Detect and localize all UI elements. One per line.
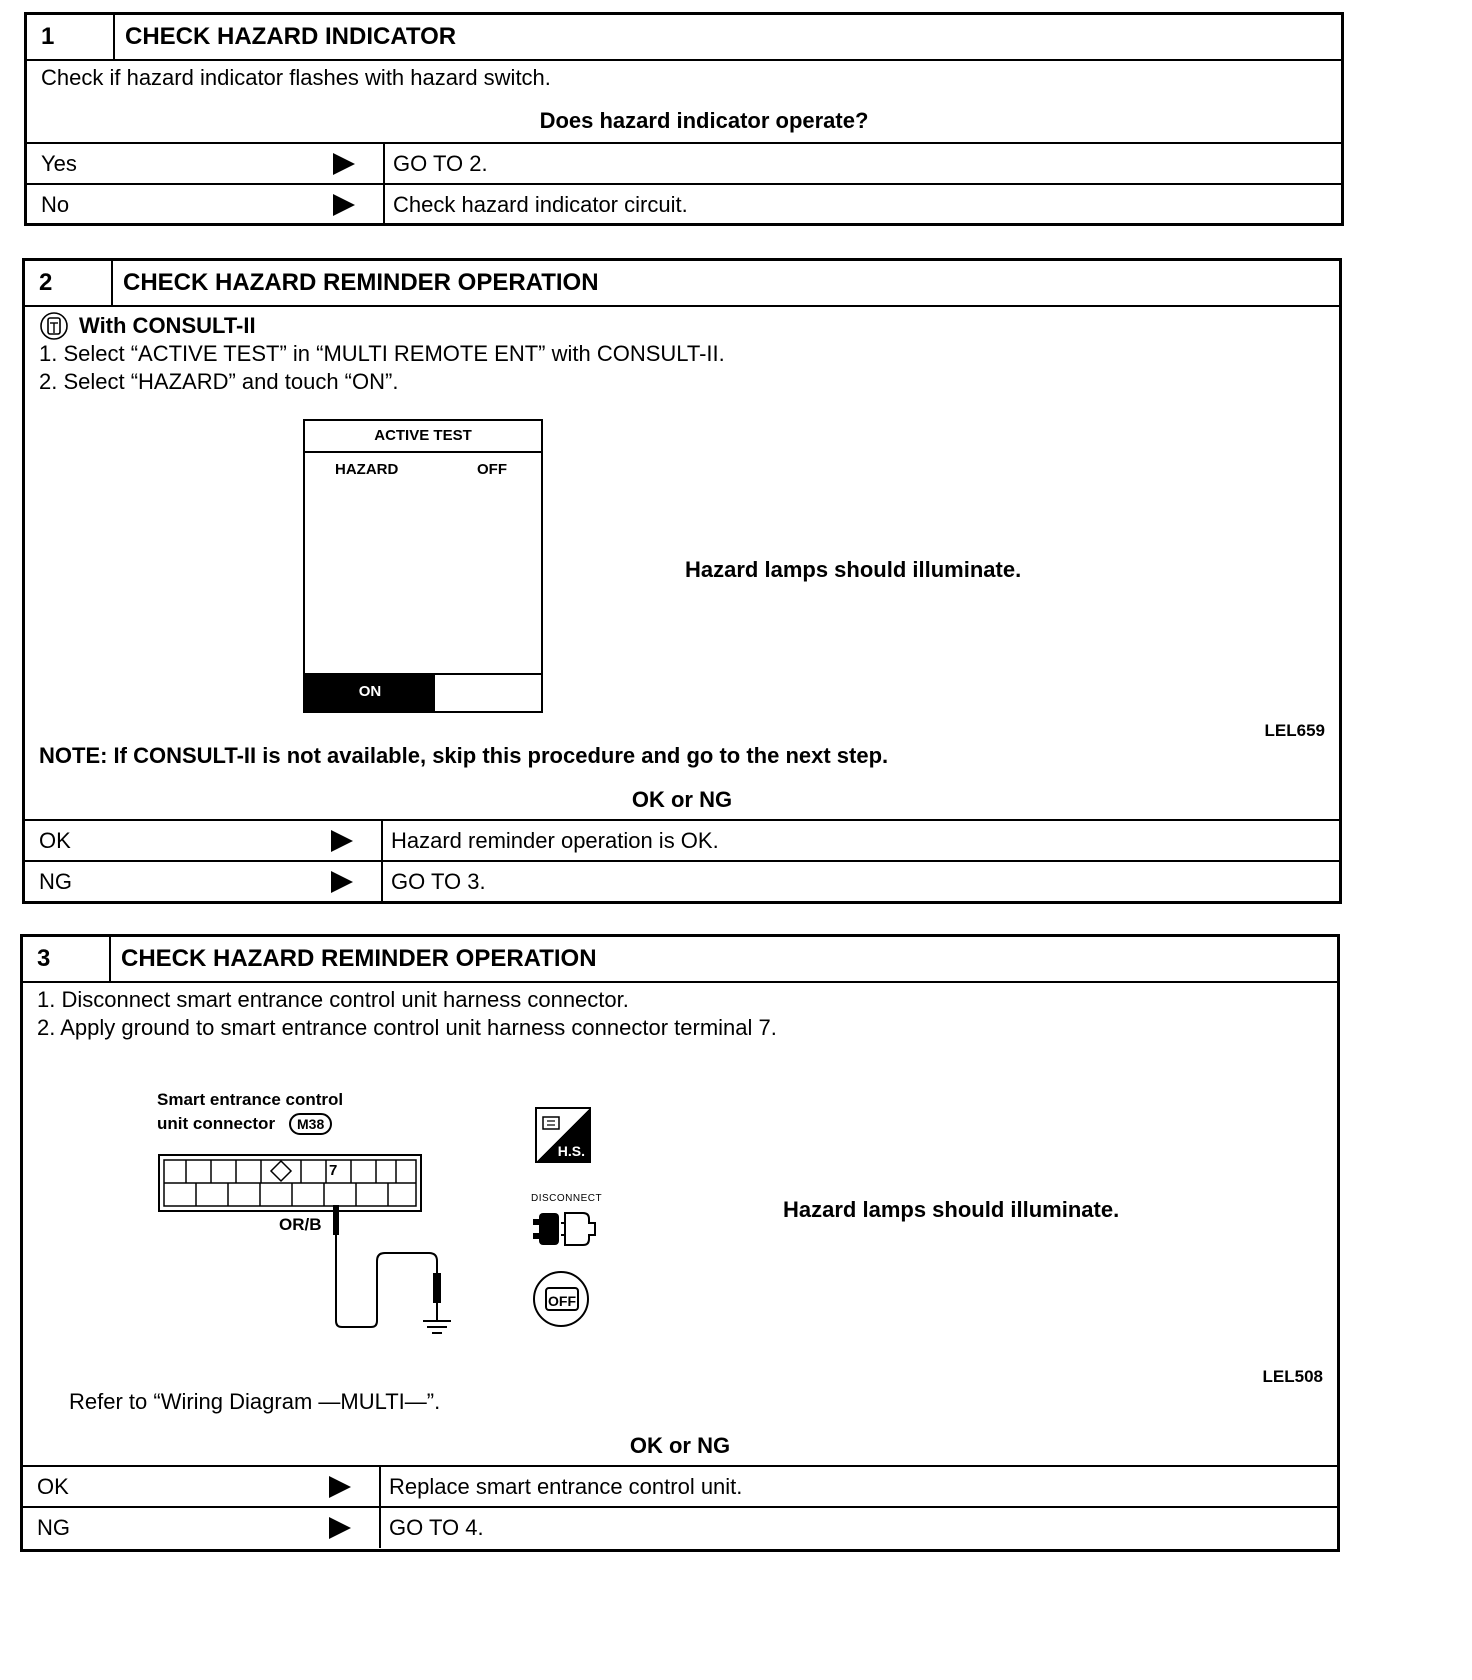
step-2-header: [25, 261, 1339, 307]
step-3-card: [20, 934, 1340, 1552]
step-1-instruction: Check if hazard indicator flashes with hazard switch.: [41, 65, 551, 90]
step-2-row-ok-value: Hazard reminder operation is OK.: [391, 828, 719, 853]
step-1-row-no-key: No: [41, 192, 70, 217]
consult-screen-state: OFF: [477, 461, 507, 478]
row-divider: [383, 185, 385, 225]
consult-on-button[interactable]: ON: [305, 673, 435, 711]
row-divider: [381, 821, 383, 861]
step-2-note: NOTE: If CONSULT-II is not available, skip this procedure and go to the next step.: [39, 743, 889, 768]
step-3-row-ng-value: GO TO 4.: [389, 1515, 484, 1540]
step-1-header: [27, 15, 1341, 61]
step-3-refer: Refer to “Wiring Diagram —MULTI—”.: [69, 1389, 441, 1414]
step-2-question: OK or NG: [631, 787, 733, 812]
connector-terminal-number: 7: [329, 1162, 338, 1179]
disconnect-label: DISCONNECT: [531, 1193, 603, 1204]
step-3-row-ng-key: NG: [37, 1515, 70, 1540]
right-arrow-icon: [333, 194, 355, 216]
harness-side-label: H.S.: [557, 1143, 585, 1159]
step-2-figure-code: LEL659: [1264, 721, 1325, 740]
consult-screen: [303, 419, 543, 713]
step-3-question: OK or NG: [629, 1433, 731, 1458]
step-3-row-ok-key: OK: [37, 1474, 69, 1499]
step-2-number: 2: [25, 261, 113, 305]
step-2-row-ok: [25, 819, 1339, 861]
consult-tool-icon: [39, 311, 69, 341]
right-arrow-icon: [331, 830, 353, 852]
right-arrow-icon: [329, 1517, 351, 1539]
step-3-figure-code: LEL508: [1262, 1367, 1323, 1386]
connector-label-line-2: unit connector: [157, 1114, 276, 1133]
consult-blank-button[interactable]: [435, 673, 541, 711]
consult-screen-item: HAZARD: [335, 461, 399, 478]
connector-id-badge: M38: [289, 1113, 332, 1135]
step-2-mode: With CONSULT-II: [79, 313, 256, 338]
step-1-number: 1: [27, 15, 115, 59]
step-3-number: 3: [23, 937, 111, 981]
step-1-question: Does hazard indicator operate?: [539, 108, 869, 133]
step-3-result: Hazard lamps should illuminate.: [783, 1197, 1120, 1222]
step-3-instruction-1: 1. Disconnect smart entrance control unit harness connector.: [37, 987, 629, 1012]
step-2-row-ng-value: GO TO 3.: [391, 869, 486, 894]
step-1-row-yes-value: GO TO 2.: [393, 151, 488, 176]
step-1-row-yes-key: Yes: [41, 151, 77, 176]
step-3-title: CHECK HAZARD REMINDER OPERATION: [121, 945, 597, 972]
step-1-row-yes: [27, 142, 1341, 184]
step-1-card: [24, 12, 1344, 226]
row-divider: [379, 1508, 381, 1548]
step-2-row-ok-key: OK: [39, 828, 71, 853]
row-divider: [381, 862, 383, 902]
step-2-row-ng-key: NG: [39, 869, 72, 894]
step-3-row-ok-value: Replace smart entrance control unit.: [389, 1474, 743, 1499]
step-2-title: CHECK HAZARD REMINDER OPERATION: [123, 269, 599, 296]
row-divider: [379, 1467, 381, 1507]
right-arrow-icon: [333, 153, 355, 175]
right-arrow-icon: [329, 1476, 351, 1498]
step-2-result: Hazard lamps should illuminate.: [685, 557, 1022, 582]
harness-connector-diagram: [153, 1149, 453, 1349]
disconnect-icon: [531, 1205, 597, 1253]
harness-side-icon: [535, 1107, 591, 1163]
ignition-off-icon: [533, 1271, 589, 1327]
step-3-row-ok: [23, 1465, 1337, 1507]
step-2-instruction-1: 1. Select “ACTIVE TEST” in “MULTI REMOTE ENT” with CONSULT-II.: [39, 341, 725, 366]
row-divider: [383, 144, 385, 184]
wire-color-label: OR/B: [279, 1215, 322, 1234]
step-1-row-no-value: Check hazard indicator circuit.: [393, 192, 688, 217]
step-1-row-no: [27, 183, 1341, 225]
connector-small-icon: [541, 1113, 563, 1135]
step-1-title: CHECK HAZARD INDICATOR: [125, 23, 457, 50]
step-3-header: [23, 937, 1337, 983]
step-2-instruction-2: 2. Select “HAZARD” and touch “ON”.: [39, 369, 399, 394]
connector-label-line-1: Smart entrance control: [157, 1090, 344, 1109]
step-3-row-ng: [23, 1506, 1337, 1548]
right-arrow-icon: [331, 871, 353, 893]
step-2-row-ng: [25, 860, 1339, 902]
consult-screen-title: ACTIVE TEST: [305, 421, 541, 453]
ignition-off-label: OFF: [545, 1287, 579, 1311]
step-2-card: [22, 258, 1342, 904]
step-3-instruction-2: 2. Apply ground to smart entrance control unit harness connector terminal 7.: [37, 1015, 777, 1040]
